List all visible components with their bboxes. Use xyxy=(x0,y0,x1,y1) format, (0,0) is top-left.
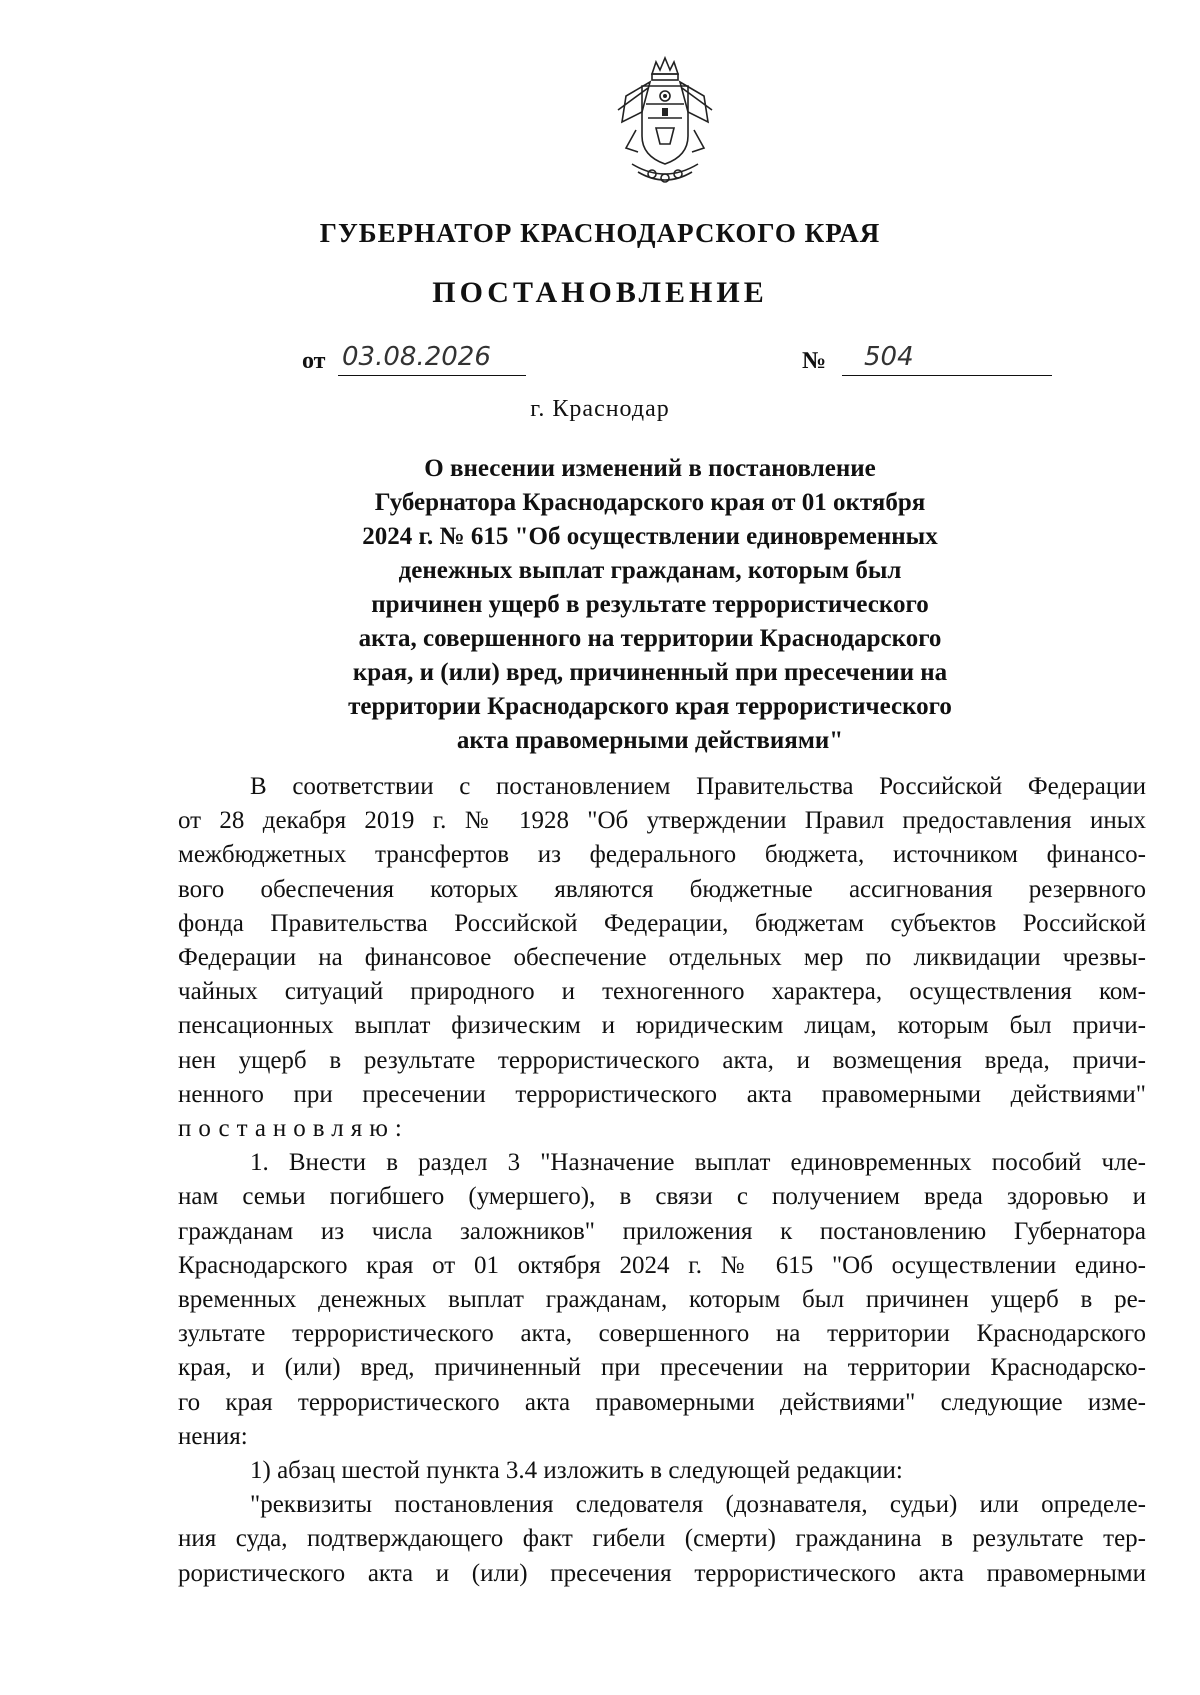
body-line: пенсационных выплат физическим и юридическим лицам, которым был причи- xyxy=(178,1012,1146,1040)
body-line: ненного при пресечении террористического акта правомерными действиями" xyxy=(178,1080,1146,1108)
body-line: временных денежных выплат гражданам, которым был причинен ущерб в ре- xyxy=(178,1286,1146,1314)
body-line: нения: xyxy=(178,1422,248,1450)
title-line: края, и (или) вред, причиненный при пресечении на xyxy=(352,659,948,686)
title-line: акта правомерными действиями" xyxy=(456,727,844,754)
title-line: Губернатора Краснодарского края от 01 октября xyxy=(374,489,926,516)
title-line: денежных выплат гражданам, которым был xyxy=(398,557,902,584)
body-line: ния суда, подтверждающего факт гибели (смерти) гражданина в результате тер- xyxy=(178,1525,1146,1553)
body-line: фонда Правительства Российской Федерации, бюджетам субъектов Российской xyxy=(178,909,1146,937)
body-line: гражданам из числа заложников" приложения к постановлению Губернатора xyxy=(178,1217,1146,1245)
document-date: 03.08.2026 xyxy=(338,342,526,376)
krasnodar-krai-coat-of-arms-icon xyxy=(612,52,718,188)
issuing-authority: ГУБЕРНАТОР КРАСНОДАРСКОГО КРАЯ xyxy=(319,218,881,248)
title-line: О внесении изменений в постановление xyxy=(424,455,876,482)
body-line: го края террористического акта правомерными действиями" следующие изме- xyxy=(178,1388,1146,1416)
document-type: ПОСТАНОВЛЕНИЕ xyxy=(432,276,768,309)
body-line: края, и (или) вред, причиненный при пресечении на территории Краснодарско- xyxy=(178,1354,1146,1382)
document-number: 504 xyxy=(842,342,1052,376)
body-line: нам семьи погибшего (умершего), в связи с получением вреда здоровью и xyxy=(178,1183,1146,1211)
body-line: "реквизиты постановления следователя (дознавателя, судьи) или определе- xyxy=(250,1491,1146,1519)
title-line: акта, совершенного на территории Краснодарского xyxy=(358,625,942,652)
body-line: Федерации на финансовое обеспечение отдельных мер по ликвидации чрезвы- xyxy=(178,944,1146,972)
body-line: нен ущерб в результате террористического акта, и возмещения вреда, причи- xyxy=(178,1046,1146,1074)
body-line: межбюджетных трансфертов из федерального бюджета, источником финансо- xyxy=(178,841,1146,869)
body-line: Краснодарского края от 01 октября 2024 г. № 615 "Об осуществлении едино- xyxy=(178,1251,1146,1279)
title-line: территории Краснодарского края террористического xyxy=(348,693,952,720)
city: г. Краснодар xyxy=(530,396,670,422)
body-line: 1. Внести в раздел 3 "Назначение выплат единовременных пособий чле- xyxy=(250,1149,1146,1177)
body-line: чайных ситуаций природного и техногенного характера, осуществления ком- xyxy=(178,978,1146,1006)
resolution-verb: постановляю: xyxy=(178,1115,409,1143)
body-line: от 28 декабря 2019 г. № 1928 "Об утверждении Правил предоставления иных xyxy=(178,807,1146,835)
body-line: зультате террористического акта, совершенного на территории Краснодарского xyxy=(178,1320,1146,1348)
number-label: № xyxy=(802,348,827,374)
date-label: от xyxy=(302,348,326,374)
body-line: 1) абзац шестой пункта 3.4 изложить в следующей редакции: xyxy=(250,1457,903,1485)
body-line: рористического акта и (или) пресечения террористического акта правомерными xyxy=(178,1559,1146,1587)
body-line: вого обеспечения которых являются бюджетные ассигнования резервного xyxy=(178,875,1146,903)
title-line: причинен ущерб в результате террористического xyxy=(371,591,929,618)
document-body xyxy=(178,770,1146,1591)
title-line: 2024 г. № 615 "Об осуществлении единовременных xyxy=(362,523,938,550)
body-line: В соответствии с постановлением Правительства Российской Федерации xyxy=(250,773,1146,800)
document-title xyxy=(290,452,1010,758)
date-number-line xyxy=(302,342,1062,382)
